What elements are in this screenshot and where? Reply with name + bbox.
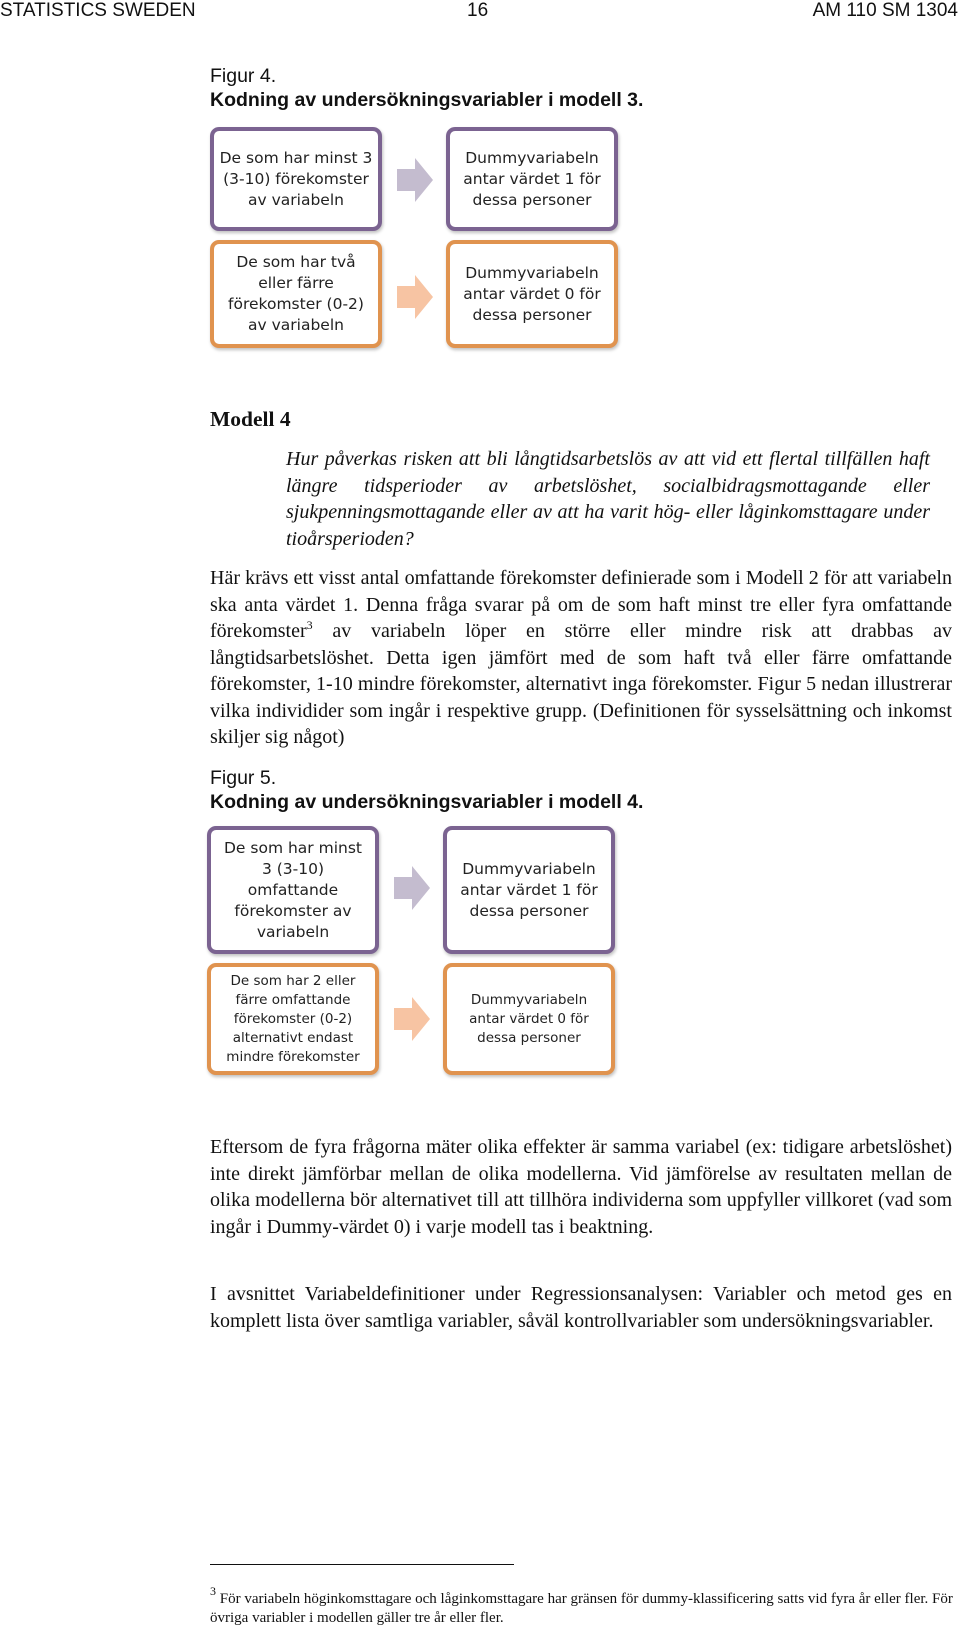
figure5-row2-left-box: De som har 2 eller färre omfattande förekomster (0-2) alternativt endast mindre förekomster (207, 963, 379, 1075)
figure4-row1-right-box: Dummyvariabeln antar värdet 1 för dessa personer (446, 127, 618, 231)
footnote-number: 3 (210, 1584, 216, 1598)
body-paragraph-1: Eftersom de fyra frågorna mäter olika effekter är samma variabel (ex: tidigare arbetslöshet) inte direkt jämförbar mellan de olika modellerna. Vid jämförelse av resultaten mellan de olika modellerna bör alternativet till att tillhöra individerna som uppfyller villkoret (vad som ingår i Dummy-värdet 0) i varje modell tas i beaktning. (210, 1136, 952, 1238)
figure4-row1-left-box: De som har minst 3 (3-10) förekomster av variabeln (210, 127, 382, 231)
footnote-rule (210, 1564, 514, 1565)
figure4-label: Figur 4. (210, 65, 277, 87)
figure5-row1-right-box: Dummyvariabeln antar värdet 1 för dessa personer (443, 826, 615, 954)
footnote: $^3$ För variabeln höginkomsttagare och låginkomsttagare har gränsen för dummy-klassificering satts vid fyra år eller fler. För övriga variabler i modellen gäller tre år eller fler. (210, 1584, 953, 1626)
figure4-row2-right-box: Dummyvariabeln antar värdet 0 för dessa personer (446, 240, 618, 348)
header-right: AM 110 SM 1304 (812, 0, 958, 21)
figure5-title: Kodning av undersökningsvariabler i modell 4. (210, 791, 644, 813)
right-arrow-icon (394, 866, 430, 910)
figure5-label: Figur 5. (210, 767, 277, 789)
figure5-row2-right-box: Dummyvariabeln antar värdet 0 för dessa personer (443, 963, 615, 1075)
footnote-ref: 3 (306, 618, 313, 632)
right-arrow-icon (394, 997, 430, 1041)
model4-question: Hur påverkas risken att bli långtidsarbetslös av att vid ett flertal tillfällen haft längre tidsperioder av arbetslöshet, socialbidragsmottagande eller sjukpenningsmottagande eller av att ha varit hög- eller låginkomsttagare under tioårsperioden? (286, 448, 930, 550)
right-arrow-icon (397, 158, 433, 202)
right-arrow-icon (397, 275, 433, 319)
page-number: 16 (467, 0, 489, 21)
header-left: STATISTICS SWEDEN (0, 0, 196, 21)
figure4-title: Kodning av undersökningsvariabler i modell 3. (210, 89, 644, 111)
figure4-row2-left-box: De som har två eller färre förekomster (0-2) av variabeln (210, 240, 382, 348)
model4-paragraph: Här krävs ett visst antal omfattande förekomster definierade som i Modell 2 för att variabeln ska anta värdet 1. Denna fråga svarar på om de som haft minst tre eller fyra omfattande förekomster$^3$ av variabeln löper en större eller mindre risk att drabbas av långtidsarbetslöshet. Detta igen jämfört med de som haft två eller färre omfattande förekomster, 1-10 mindre förekomster, alternativt inga förekomster. Figur 5 nedan illustrerar vilka individider som ingår i respektive grupp. (Definitionen för sysselsättning och inkomst skiljer sig något) (210, 567, 952, 748)
body-paragraph-2: I avsnittet Variabeldefinitioner under Regressionsanalysen: Variabler och metod ges en komplett lista över samtliga variabler, såväl kontrollvariabler som undersökningsvariabler. (210, 1283, 952, 1332)
model4-heading: Modell 4 (210, 407, 291, 431)
figure5-row1-left-box: De som har minst 3 (3-10) omfattande förekomster av variabeln (207, 826, 379, 954)
